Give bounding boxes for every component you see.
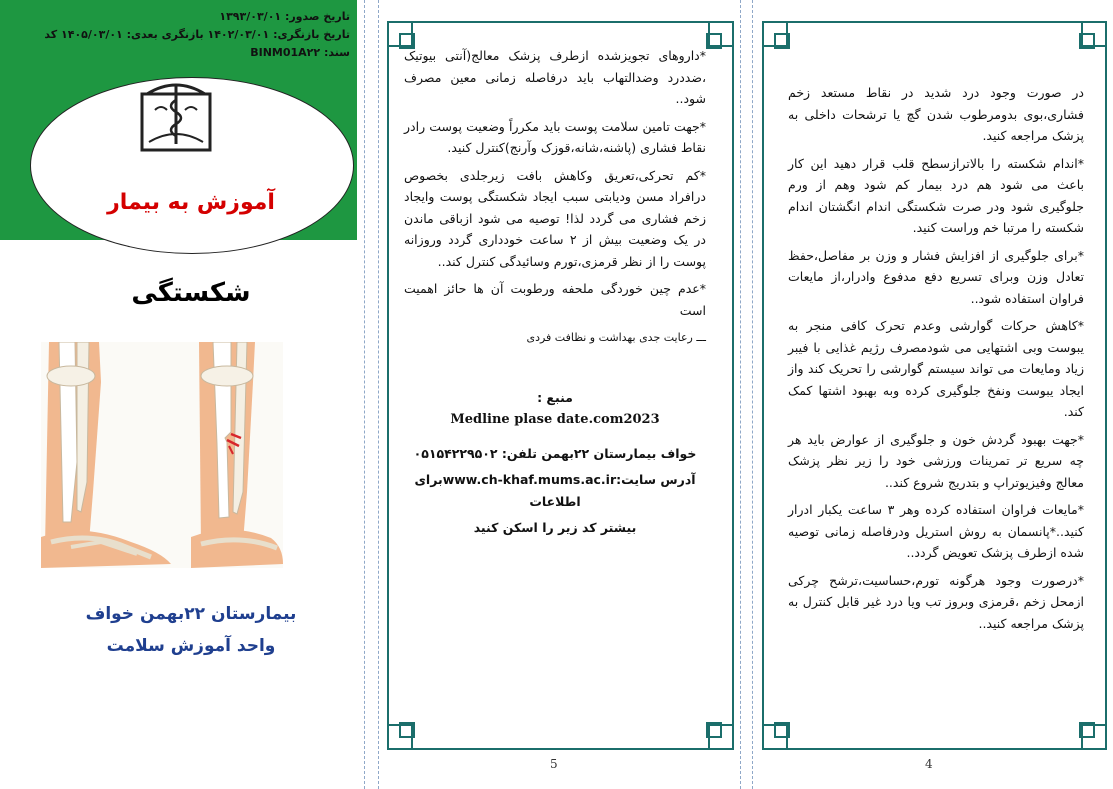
issue-date: تاریخ صدور: ۱۳۹۳/۰۳/۰۱: [219, 10, 350, 23]
source-text: Medline plase date.com2023: [450, 411, 660, 427]
elevation-paragraph: *اندام شکسته را بالاترازسطح قلب قرار دهید این کار باعث می شود هم درد بیمار کم شود وهم از ورم جلوگیری شود ودر صرت شکستگی اندام انگشتان اندام شکسته را مرتبا خم وراست کنید.: [788, 155, 1084, 235]
cover-footer: [30, 598, 352, 662]
fold-line-center: [740, 0, 742, 789]
medication-paragraph: *داروهای تجویزشده ازطرف پزشک معالج(آنتی بیوتیک ،ضددرد وضدالتهاب باید درفاصله زمانی معین مصرف شود..: [404, 48, 706, 106]
fluids-paragraph: *برای جلوگیری از افزایش فشار و وزن بر مفاصل،حفظ تعادل وزن وبرای تسریع دفع مدفوع وادرار،از مایعات فراوان استفاده شود..: [788, 247, 1084, 306]
university-logo: [139, 80, 213, 154]
cover-heading: آموزش به بیمار: [107, 190, 275, 215]
fracture-illustration: [41, 342, 283, 568]
frame-corner: [708, 724, 734, 750]
right-panel-text: [788, 82, 1084, 640]
pressure-ulcer-paragraph: *کم تحرکی،تعریق وکاهش بافت زیرجلدی بخصوص درافراد مسن ودیابتی سبب ایجاد شکستگی پوست وایجاد زخم فشاری می گردد لذا! توصیه می شود ازباقی ماندن در یک وضعیت بیش از ۲ ساعت خودداری گردد وروزانه پوست را از نظر قرمزی،تورم وسائیدگی کنترل کند..: [404, 167, 706, 269]
page-number-5: 5: [550, 757, 558, 771]
pain-warning-paragraph: در صورت وجود درد شدید در نقاط مستعد زخم فشاری،بوی بدومرطوب شدن گچ یا ترشحات داخلی به پزشک مراجعه کنید.: [788, 85, 1084, 143]
frame-corner: [387, 21, 413, 47]
cover-title: شکستگی: [131, 278, 251, 308]
frame-corner: [387, 724, 413, 750]
fold-line-left: [364, 0, 366, 789]
health-education-unit: واحد آموزش سلامت: [106, 636, 276, 656]
hospital-name: بیمارستان ۲۲بهمن خواف: [85, 604, 297, 624]
review-dates: تاریخ بازنگری: ۱۴۰۲/۰۳/۰۱ بازنگری بعدی: ۱۴۰۵/۰۳/۰۱ کد: [44, 28, 350, 41]
infection-signs-paragraph: *درصورت وجود هرگونه تورم،حساسیت،ترشح چرکی ازمحل زخم ،قرمزی وبروز تب ویا درد غیر قابل کنترل به پزشک مراجعه کنید..: [788, 572, 1084, 631]
exercise-paragraph: *جهت بهبود گردش خون و جلوگیری از عوارض باید هر چه سریع تر تمرینات ورزشی خود را زیر نظر پزشک معالج وفیزیوتراپ و بتدریج شروع کند..: [788, 431, 1084, 490]
frame-corner: [708, 21, 734, 47]
fold-line-right: [752, 0, 754, 789]
hygiene-line: ـــ رعایت جدی بهداشت و نظافت فردی: [526, 331, 706, 344]
skin-check-paragraph: *جهت تامین سلامت پوست باید مکرراً وضعیت پوست رادر نقاط فشاری (پاشنه،شانه،قوزک وآرنج)کنترل کنید.: [404, 118, 706, 155]
document-code: سند: BINM01A۲۲: [250, 46, 350, 59]
source-label: منبع :: [537, 389, 573, 405]
frame-corner: [762, 724, 788, 750]
bedsheet-paragraph: *عدم چین خوردگی ملحفه ورطوبت آن ها حائز اهمیت است: [404, 281, 706, 318]
middle-panel-text: [404, 45, 706, 539]
frame-corner: [1081, 724, 1107, 750]
page-number-4: 4: [925, 757, 933, 771]
scan-instruction: بیشتر کد زیر را اسکن کنید: [473, 519, 637, 535]
website-line: آدرس سایت:www.ch-khaf.mums.ac.irبرای اطلاعات: [414, 471, 696, 509]
fiber-diet-paragraph: *کاهش حرکات گوارشی وعدم تحرک کافی منجر به یبوست وبی اشتهایی می شودمصرف رژیم غذایی با فیبر زیاد ومایعات می تواند سیستم گوارشی را تحریک کند واز ایجاد یبوست ونفخ جلوگیری کرده وبه بهبود اشتها کمک کند.: [788, 318, 1084, 419]
contact-line: خواف بیمارستان ۲۲بهمن تلفن: ۰۵۱۵۴۲۲۹۵۰۲: [413, 445, 697, 461]
document-meta: [10, 8, 350, 62]
fold-line-middle: [378, 0, 380, 789]
frame-corner: [1081, 21, 1107, 47]
frame-corner: [762, 21, 788, 47]
dressing-paragraph: *مایعات فراوان استفاده کرده وهر ۳ ساعت یکبار ادرار کنید..*پانسمان به روش استریل ودرفاصله زمانی توصیه شده ازطرف پزشک تعویض گردد..: [788, 502, 1084, 560]
